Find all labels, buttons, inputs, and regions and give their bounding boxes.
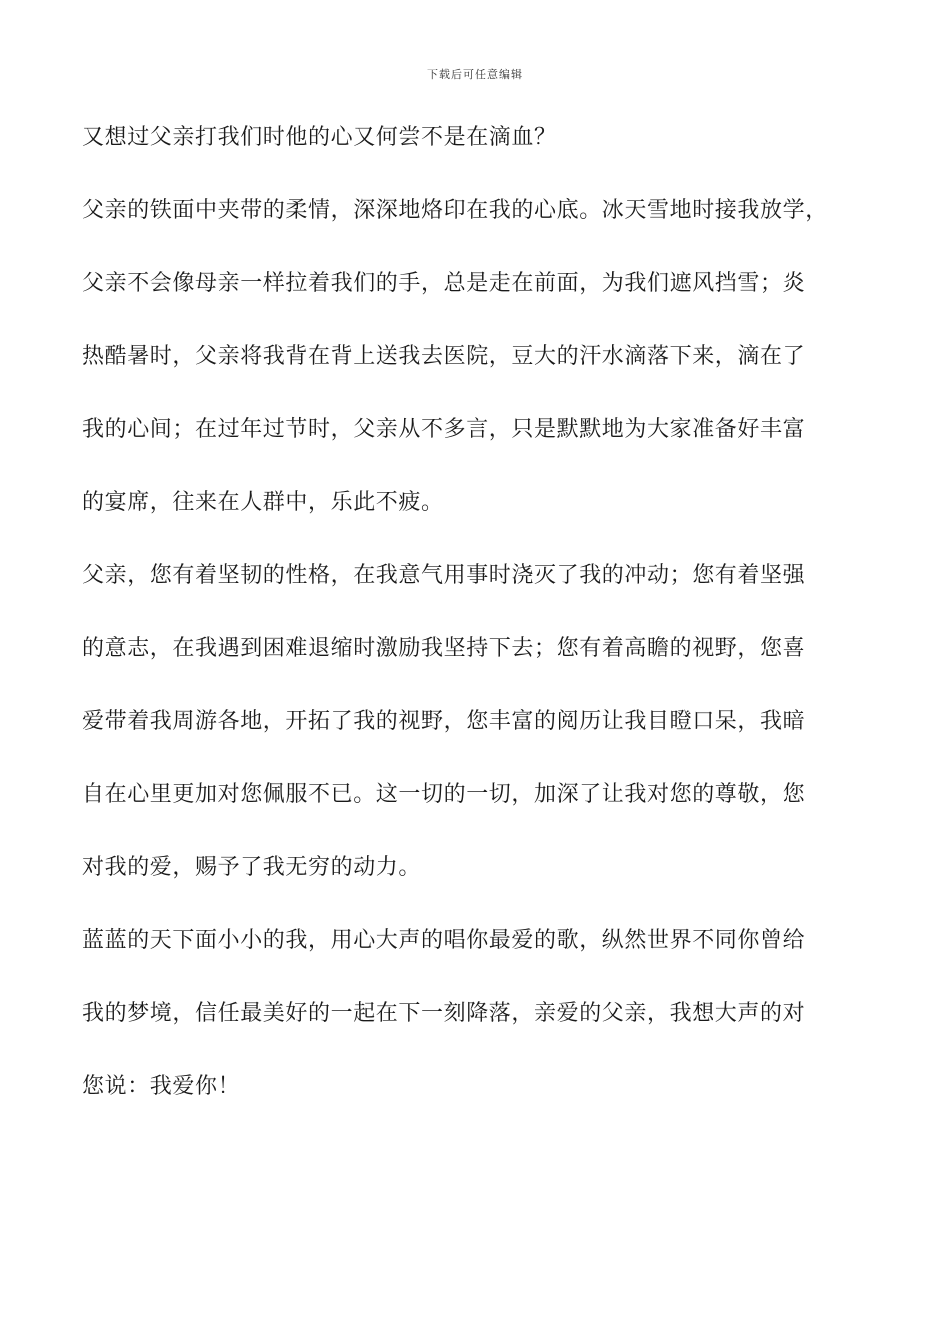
text-line: 您说：我爱你！ xyxy=(82,1074,241,1099)
paragraph-3 xyxy=(82,556,882,888)
paragraph-2 xyxy=(82,191,882,523)
text-line: 对我的爱，赐予了我无穷的动力。 xyxy=(82,855,422,880)
paragraph-1 xyxy=(82,118,882,158)
paragraph-4 xyxy=(82,921,882,1107)
document-body xyxy=(82,118,882,1140)
text-line: 父亲的铁面中夹带的柔情，深深地烙印在我的心底。冰天雪地时接我放学， xyxy=(82,198,828,223)
text-line: 又想过父亲打我们时他的心又何尝不是在滴血？ xyxy=(82,125,557,150)
text-line: 热酷暑时，父亲将我背在背上送我去医院，豆大的汗水滴落下来，滴在了 xyxy=(82,344,806,369)
text-line: 的意志，在我遇到困难退缩时激励我坚持下去；您有着高瞻的视野，您喜 xyxy=(82,636,806,661)
text-line: 父亲不会像母亲一样拉着我们的手，总是走在前面，为我们遮风挡雪；炎 xyxy=(82,271,806,296)
text-line: 蓝蓝的天下面小小的我，用心大声的唱你最爱的歌，纵然世界不同你曾给 xyxy=(82,928,806,953)
text-line: 我的心间；在过年过节时，父亲从不多言，只是默默地为大家准备好丰富 xyxy=(82,417,806,442)
text-line: 父亲，您有着坚韧的性格，在我意气用事时浇灭了我的冲动；您有着坚强 xyxy=(82,563,806,588)
text-line: 自在心里更加对您佩服不已。这一切的一切，加深了让我对您的尊敬，您 xyxy=(82,782,806,807)
text-line: 的宴席，往来在人群中，乐此不疲。 xyxy=(82,490,444,515)
text-line: 我的梦境，信任最美好的一起在下一刻降落，亲爱的父亲，我想大声的对 xyxy=(82,1001,806,1026)
text-line: 爱带着我周游各地，开拓了我的视野，您丰富的阅历让我目瞪口呆，我暗 xyxy=(82,709,806,734)
page-header: 下载后可任意编辑 xyxy=(427,68,523,81)
